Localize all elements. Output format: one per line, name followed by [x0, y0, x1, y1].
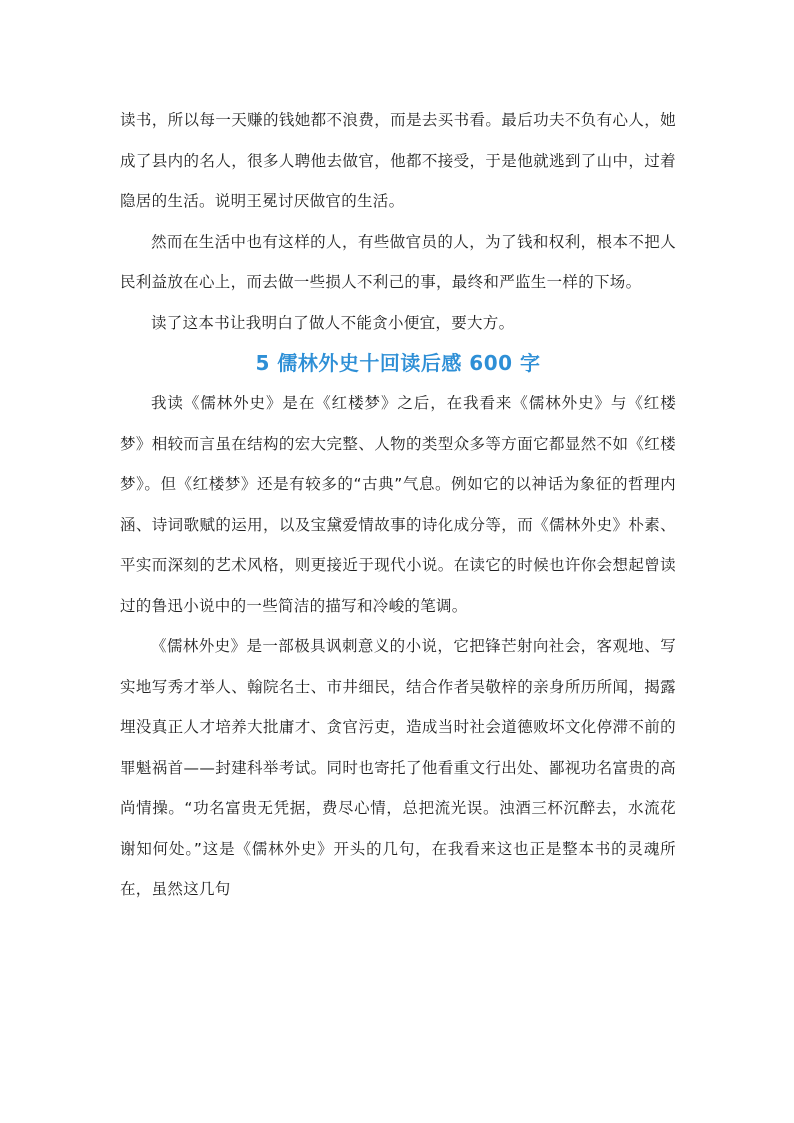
paragraph-1: 读书，所以每一天赚的钱她都不浪费，而是去买书看。最后功夫不负有心人，她成了县内的名人，很多人聘他去做官，他都不接受，于是他就逃到了山中，过着隐居的生活。说明王冕讨厌做官的生活。 — [120, 111, 676, 210]
paragraph-2: 然而在生活中也有这样的人，有些做官员的人，为了钱和权利，根本不把人民利益放在心上，而去做一些损人不利己的事，最终和严监生一样的下场。 — [120, 232, 676, 291]
paragraph-4: 我读《儒林外史》是在《红楼梦》之后，在我看来《儒林外史》与《红楼梦》相较而言虽在结构的宏大完整、人物的类型众多等方面它都显然不如《红楼梦》。但《红楼梦》还是有较多的“古典”气息。例如它的以神话为象征的哲理内涵、诗词歌赋的运用，以及宝黛爱情故事的诗化成分等，而《儒林外史》朴素、平实而深刻的艺术风格，则更接近于现代小说。在读它的时候也许你会想起曾读过的鲁迅小说中的一些简洁的描写和冷峻的笔调。 — [120, 394, 676, 615]
document-body — [120, 100, 676, 910]
paragraph-3: 读了这本书让我明白了做人不能贪小便宜，要大方。 — [151, 313, 515, 332]
section-heading: 5 儒林外史十回读后感 600 字 — [255, 351, 541, 375]
paragraph-5: 《儒林外史》是一部极具讽刺意义的小说，它把锋芒射向社会，客观地、写实地写秀才举人、翰院名士、市井细民，结合作者吴敬梓的亲身所历所闻，揭露埋没真正人才培养大批庸才、贪官污吏，造成当时社会道德败坏文化停滞不前的罪魁祸首——封建科举考试。同时也寄托了他看重文行出处、鄙视功名富贵的高尚情操。“功名富贵无凭据，费尽心情，总把流光误。浊酒三杯沉醉去，水流花谢知何处。”这是《儒林外史》开头的几句，在我看来这也正是整本书的灵魂所在，虽然这几句 — [120, 637, 676, 898]
